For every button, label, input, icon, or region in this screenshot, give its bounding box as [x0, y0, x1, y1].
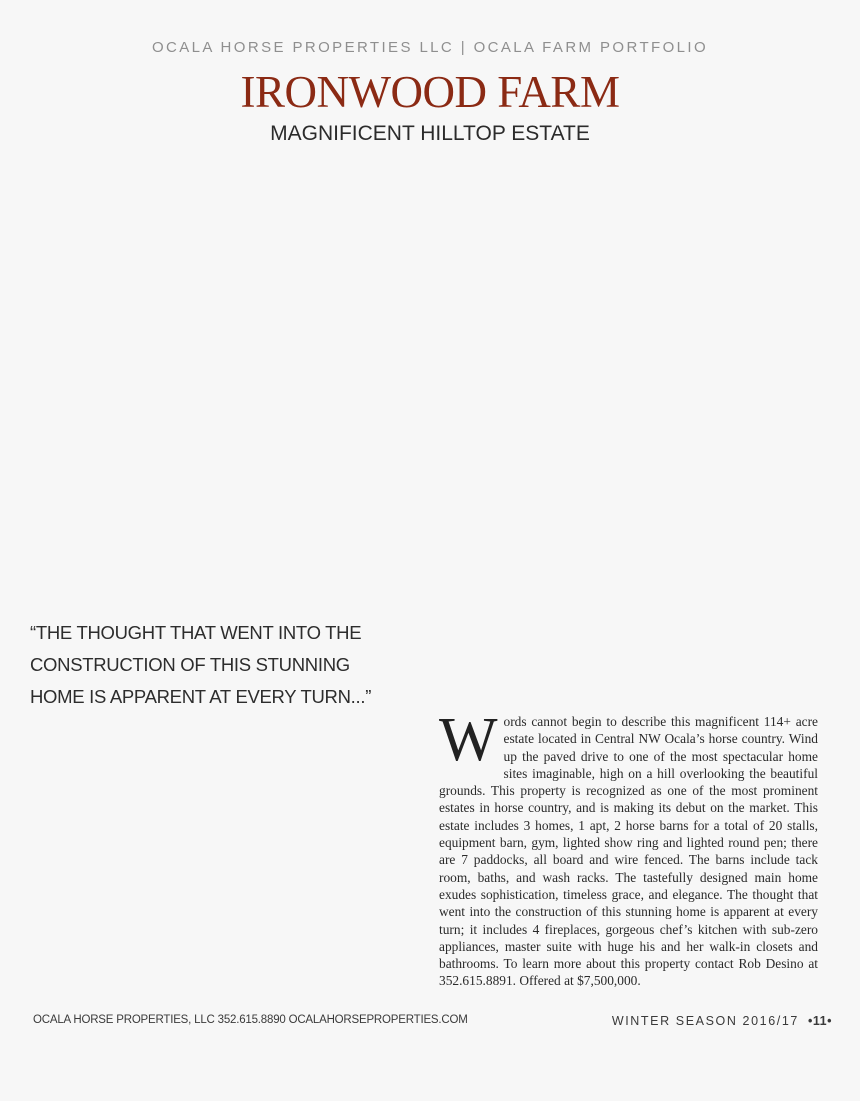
season-label: WINTER SEASON 2016/17 [611, 1014, 799, 1028]
article-text: ords cannot begin to describe this magnificent 114+ acre estate located in Central NW Ocala’s horse country. Wind up the paved drive to one of the most spectacular home sites imaginable, high on a hill overlooking the beautiful grounds. This property is recognized as one of the most prominent estates in horse country, and is making its debut on the market. This estate includes 3 homes, 1 apt, 2 horse barns for a total of 20 stalls, equipment barn, gym, lighted show ring and lighted round pen; there are 7 paddocks, all board and wire fenced. The barns include tack room, baths, and wash racks. The tastefully designed main home exudes sophistication, timeless grace, and elegance. The thought that went into the construction of this stunning home is apparent at every turn; it includes 4 fireplaces, gorgeous chef’s kitchen with sub-zero appliances, master suite with huge his and her walk-in closets and bathrooms. To learn more about this property contact Rob Desino at 352.615.8891. Offered at $7,500,000. [439, 714, 818, 989]
pull-quote-line: HOME IS APPARENT AT EVERY TURN...” [30, 686, 372, 707]
footer-contact: OCALA HORSE PROPERTIES, LLC 352.615.8890 OCALAHORSEPROPERTIES.COM [33, 1014, 468, 1026]
drop-cap: W [439, 706, 498, 774]
page-subtitle: MAGNIFICENT HILLTOP ESTATE [270, 122, 590, 145]
page-number: •11• [808, 1014, 832, 1028]
pull-quote-line: CONSTRUCTION OF THIS STUNNING [30, 654, 350, 675]
pull-quote-line: “THE THOUGHT THAT WENT INTO THE [30, 622, 362, 643]
article-body [439, 706, 818, 990]
pull-quote [30, 617, 430, 713]
page-title: IRONWOOD FARM [240, 67, 620, 117]
footer-season [612, 1014, 832, 1028]
header-kicker: OCALA HORSE PROPERTIES LLC | OCALA FARM PORTFOLIO [151, 39, 709, 56]
